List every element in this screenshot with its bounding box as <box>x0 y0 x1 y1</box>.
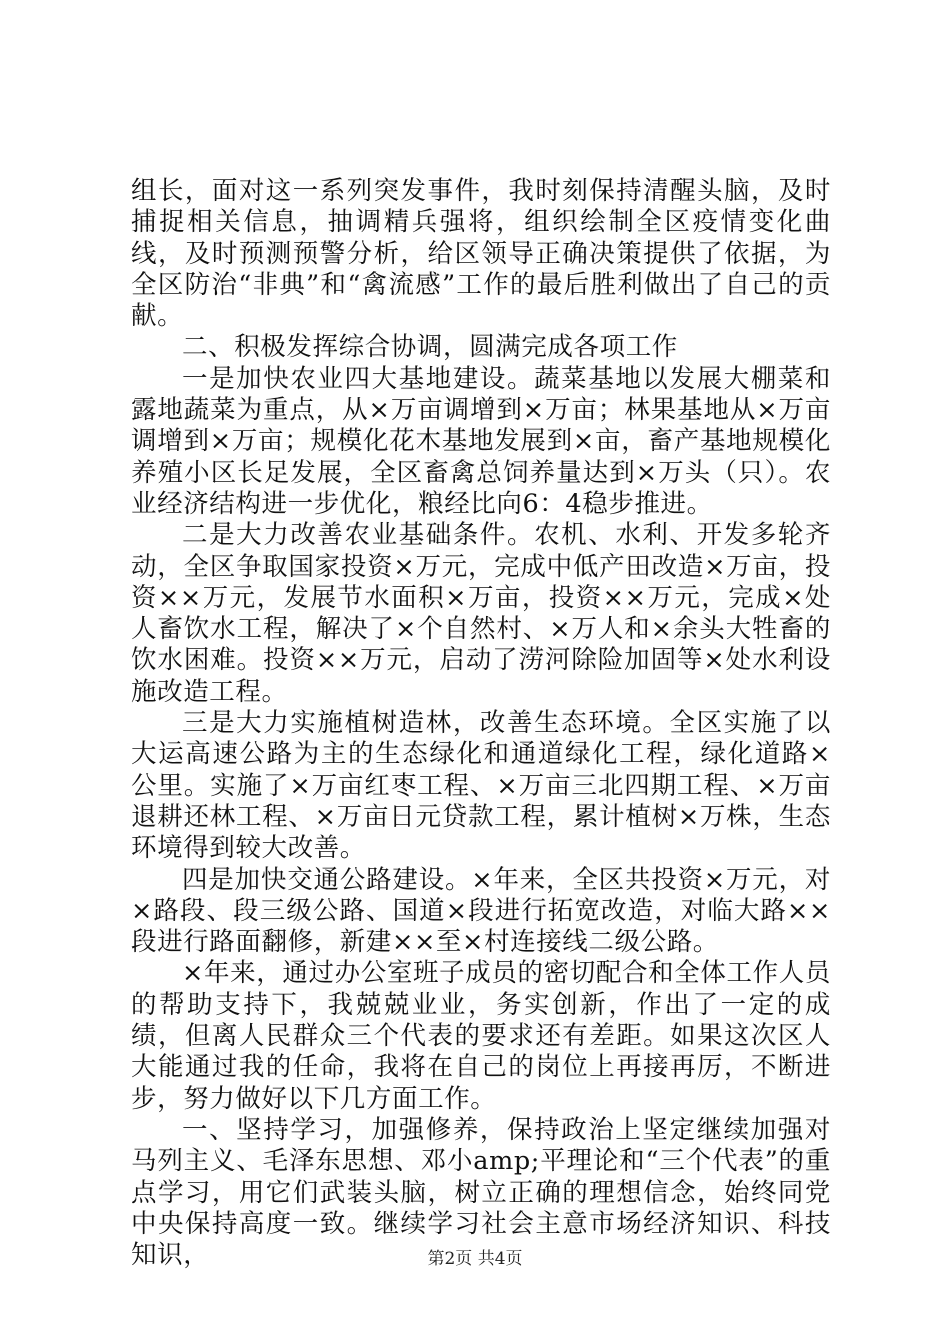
section-heading: 二、积极发挥综合协调，圆满完成各项工作 <box>182 332 678 363</box>
paragraph-afforestation: 三是大力实施植树造林，改善生态环境。全区实施了以大运高速公路为主的生态绿化和通道绿化工程，绿化道路×公里。实施了×万亩红枣工程、×万亩三北四期工程、×万亩退耕还林工程、×万亩日元贷款工程，累计植树×万株，生态环境得到较大改善。 <box>131 708 831 864</box>
paragraph-summary: ×年来，通过办公室班子成员的密切配合和全体工作人员的帮助支持下，我兢兢业业，务实创新，作出了一定的成绩，但离人民群众三个代表的要求还有差距。如果这次区人大能通过我的任命，我将在自己的岗位上再接再厉，不断进步，努力做好以下几方面工作。 <box>131 958 831 1114</box>
document-body <box>131 176 831 1271</box>
paragraph-road-construction: 四是加快交通公路建设。×年来，全区共投资×万元，对×路段、段三级公路、国道×段进行拓宽改造，对临大路××段进行路面翻修，新建××至×村连接线二级公路。 <box>131 864 831 958</box>
page-footer: 第2页 共4页 <box>427 1249 523 1269</box>
paragraph-agriculture-infrastructure: 二是大力改善农业基础条件。农机、水利、开发多轮齐动，全区争取国家投资×万元，完成中低产田改造×万亩，投资××万元，发展节水面积×万亩，投资××万元，完成×处人畜饮水工程，解决了×个自然村、×万人和×余头大牲畜的饮水困难。投资××万元，启动了涝河除险加固等×处水利设施改造工程。 <box>131 520 831 707</box>
paragraph-continuation: 组长，面对这一系列突发事件，我时刻保持清醒头脑，及时捕捉相关信息，抽调精兵强将，组织绘制全区疫情变化曲线，及时预测预警分析，给区领导正确决策提供了依据，为全区防治“非典”和“禽流感”工作的最后胜利做出了自己的贡献。 <box>131 176 831 332</box>
paragraph-agriculture-bases: 一是加快农业四大基地建设。蔬菜基地以发展大棚菜和露地蔬菜为重点，从×万亩调增到×万亩；林果基地从×万亩调增到×万亩；规模化花木基地发展到×亩，畜产基地规模化养殖小区长足发展，全区畜禽总饲养量达到×万头（只）。农业经济结构进一步优化，粮经比向6：4稳步推进。 <box>131 363 831 519</box>
paragraph-study: 一、坚持学习，加强修养，保持政治上坚定继续加强对马列主义、毛泽东思想、邓小amp;平理论和“三个代表”的重点学习，用它们武装头脑，树立正确的理想信念，始终同党中央保持高度一致。继续学习社会主意市场经济知识、科技知识， <box>131 1114 831 1271</box>
